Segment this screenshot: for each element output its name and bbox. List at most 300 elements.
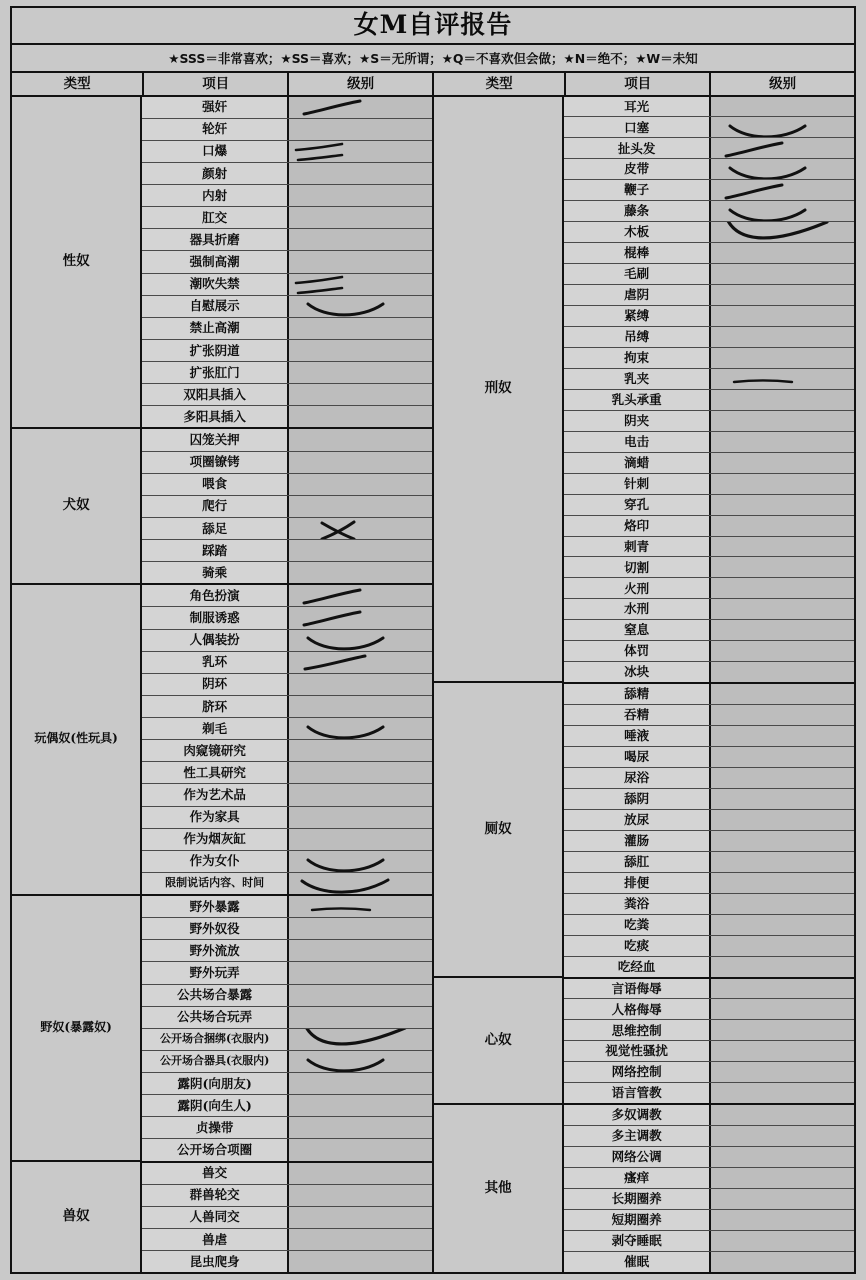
table-row	[142, 718, 432, 740]
level-cell[interactable]	[289, 429, 432, 450]
level-cell[interactable]	[289, 1251, 432, 1272]
legend-line: ★SSS＝非常喜欢；★SS＝喜欢；★S＝无所谓；★Q＝不喜欢但会做；★N＝绝不；★W＝未知	[12, 45, 854, 73]
level-cell[interactable]	[289, 1163, 432, 1184]
level-cell[interactable]	[711, 747, 854, 767]
item-label: 皮带	[564, 159, 711, 179]
level-cell[interactable]	[289, 829, 432, 850]
handwritten-mark	[723, 222, 833, 242]
table-row	[564, 1083, 854, 1105]
level-cell[interactable]	[711, 620, 854, 640]
level-cell[interactable]	[289, 940, 432, 961]
table-row	[142, 674, 432, 696]
level-cell[interactable]	[711, 1083, 854, 1103]
item-label: 肛交	[142, 207, 289, 228]
item-label: 轮奸	[142, 119, 289, 140]
level-cell[interactable]	[289, 119, 432, 140]
table-row	[564, 684, 854, 705]
item-label: 囚笼关押	[142, 429, 289, 450]
handwritten-mark	[720, 140, 790, 159]
table-row	[142, 429, 432, 451]
item-label: 语言管教	[564, 1083, 711, 1103]
item-label: 剥夺睡眠	[564, 1231, 711, 1251]
handwritten-mark	[301, 1029, 411, 1050]
level-cell[interactable]	[711, 285, 854, 305]
level-cell[interactable]	[289, 1051, 432, 1072]
table-row	[564, 747, 854, 768]
handwritten-mark	[303, 722, 389, 739]
category-label: 性奴	[12, 97, 140, 429]
item-label: 人偶装扮	[142, 630, 289, 651]
level-cell[interactable]	[711, 1252, 854, 1272]
table-row	[564, 369, 854, 390]
table-row	[142, 318, 432, 340]
item-label: 灌肠	[564, 831, 711, 851]
level-cell[interactable]	[711, 915, 854, 935]
level-cell[interactable]	[711, 1168, 854, 1188]
item-label: 短期圈养	[564, 1210, 711, 1230]
header-item: 项目	[142, 73, 289, 95]
table-row	[564, 620, 854, 641]
left-table	[12, 73, 434, 1273]
table-row	[142, 141, 432, 163]
level-cell[interactable]	[711, 432, 854, 452]
item-label: 爬行	[142, 496, 289, 517]
table-row	[564, 180, 854, 201]
left-type-column	[12, 97, 142, 1273]
level-cell[interactable]	[711, 138, 854, 158]
level-cell[interactable]	[711, 1105, 854, 1125]
level-cell[interactable]	[289, 607, 432, 628]
table-row	[564, 999, 854, 1020]
level-cell[interactable]	[711, 348, 854, 368]
item-label: 贞操带	[142, 1117, 289, 1138]
level-cell[interactable]	[289, 452, 432, 473]
table-row	[564, 831, 854, 852]
level-cell[interactable]	[711, 180, 854, 200]
table-row	[142, 1007, 432, 1029]
level-cell[interactable]	[711, 1189, 854, 1209]
level-cell[interactable]	[711, 894, 854, 914]
level-cell[interactable]	[289, 918, 432, 939]
category-label: 心奴	[434, 978, 562, 1105]
table-row	[564, 243, 854, 264]
level-cell[interactable]	[289, 652, 432, 673]
handwritten-mark	[725, 121, 811, 137]
item-label: 长期圈养	[564, 1189, 711, 1209]
item-label: 喝尿	[564, 747, 711, 767]
table-row	[142, 362, 432, 384]
level-cell[interactable]	[711, 705, 854, 725]
item-label: 野外暴露	[142, 896, 289, 917]
level-cell[interactable]	[711, 264, 854, 284]
table-row	[142, 562, 432, 585]
level-cell[interactable]	[711, 411, 854, 431]
handwritten-mark	[292, 141, 348, 162]
table-row	[564, 117, 854, 138]
table-row	[142, 829, 432, 851]
level-cell[interactable]	[289, 97, 432, 118]
table-row	[564, 97, 854, 118]
table-row	[564, 873, 854, 894]
item-label: 鞭子	[564, 180, 711, 200]
level-cell[interactable]	[289, 1095, 432, 1116]
level-cell[interactable]	[289, 340, 432, 361]
item-label: 尿浴	[564, 768, 711, 788]
table-row	[564, 915, 854, 936]
item-label: 野外奴役	[142, 918, 289, 939]
table-row	[564, 1210, 854, 1231]
category-label: 厕奴	[434, 683, 562, 977]
level-cell[interactable]	[711, 726, 854, 746]
table-row	[142, 652, 432, 674]
table-row	[564, 894, 854, 915]
handwritten-mark	[298, 875, 394, 894]
table-row	[564, 348, 854, 369]
table-row	[564, 936, 854, 957]
item-label: 吃粪	[564, 915, 711, 935]
table-row	[142, 1251, 432, 1272]
level-cell[interactable]	[289, 696, 432, 717]
level-cell[interactable]	[289, 185, 432, 206]
item-label: 虐阴	[564, 285, 711, 305]
level-cell[interactable]	[711, 453, 854, 473]
table-row	[142, 762, 432, 784]
table-row	[564, 599, 854, 620]
left-rows-column	[142, 97, 432, 1273]
table-row	[142, 896, 432, 918]
level-cell[interactable]	[711, 641, 854, 661]
level-cell[interactable]	[711, 306, 854, 326]
level-cell[interactable]	[289, 1139, 432, 1160]
table-row	[564, 138, 854, 159]
table-row	[142, 406, 432, 429]
table-row	[142, 229, 432, 251]
level-cell[interactable]	[289, 674, 432, 695]
level-cell[interactable]	[711, 684, 854, 704]
level-cell[interactable]	[711, 1020, 854, 1040]
table-row	[564, 516, 854, 537]
table-row	[142, 1073, 432, 1095]
table-row	[564, 979, 854, 1000]
item-label: 木板	[564, 222, 711, 242]
level-cell[interactable]	[289, 1185, 432, 1206]
table-row	[142, 740, 432, 762]
level-cell[interactable]	[289, 540, 432, 561]
level-cell[interactable]	[711, 1231, 854, 1251]
item-label: 阴环	[142, 674, 289, 695]
level-cell[interactable]	[711, 789, 854, 809]
category-label: 兽奴	[62, 1208, 90, 1225]
item-label: 骑乘	[142, 562, 289, 583]
item-label: 双阳具插入	[142, 384, 289, 405]
table-row	[142, 985, 432, 1007]
level-cell[interactable]	[711, 831, 854, 851]
level-cell[interactable]	[711, 327, 854, 347]
level-cell[interactable]	[711, 979, 854, 999]
item-label: 乳头承重	[564, 390, 711, 410]
item-label: 排便	[564, 873, 711, 893]
level-cell[interactable]	[711, 768, 854, 788]
table-row	[564, 264, 854, 285]
level-cell[interactable]	[289, 207, 432, 228]
level-cell[interactable]	[289, 1229, 432, 1250]
item-label: 吃经血	[564, 957, 711, 977]
item-label: 潮吹失禁	[142, 274, 289, 295]
level-cell[interactable]	[289, 962, 432, 983]
handwritten-mark	[298, 609, 368, 629]
level-cell[interactable]	[289, 1073, 432, 1094]
item-label: 唾液	[564, 726, 711, 746]
item-label: 言语侮辱	[564, 979, 711, 999]
level-cell[interactable]	[289, 762, 432, 783]
level-cell[interactable]	[289, 496, 432, 517]
handwritten-mark	[303, 855, 389, 872]
level-cell[interactable]	[711, 662, 854, 682]
item-label: 吃痰	[564, 936, 711, 956]
table-row	[142, 1229, 432, 1251]
handwritten-mark	[725, 205, 811, 221]
level-cell[interactable]	[289, 362, 432, 383]
item-label: 网络控制	[564, 1062, 711, 1082]
level-cell[interactable]	[289, 1029, 432, 1050]
report-sheet	[10, 6, 856, 1274]
table-row	[142, 540, 432, 562]
level-cell[interactable]	[711, 201, 854, 221]
table-row	[142, 119, 432, 141]
left-grid	[12, 97, 432, 1273]
table-row	[564, 306, 854, 327]
handwritten-mark	[292, 274, 348, 295]
level-cell[interactable]	[711, 957, 854, 977]
item-label: 公开场合器具(衣服内)	[142, 1051, 289, 1072]
table-row	[564, 495, 854, 516]
item-label: 兽交	[142, 1163, 289, 1184]
level-cell[interactable]	[711, 578, 854, 598]
item-label: 项圈镣铐	[142, 452, 289, 473]
item-label: 限制说话内容、时间	[142, 873, 289, 894]
item-label: 剃毛	[142, 718, 289, 739]
level-cell[interactable]	[289, 163, 432, 184]
right-header-row	[434, 73, 854, 97]
level-cell[interactable]	[711, 222, 854, 242]
level-cell[interactable]	[711, 243, 854, 263]
item-label: 公共场合暴露	[142, 985, 289, 1006]
item-label: 电击	[564, 432, 711, 452]
item-label: 火刑	[564, 578, 711, 598]
table-row	[142, 1207, 432, 1229]
level-cell[interactable]	[289, 1007, 432, 1028]
level-cell[interactable]	[289, 851, 432, 872]
table-row	[564, 1231, 854, 1252]
level-cell[interactable]	[289, 585, 432, 606]
level-cell[interactable]	[289, 474, 432, 495]
table-row	[564, 1126, 854, 1147]
table-row	[142, 251, 432, 273]
handwritten-mark	[298, 98, 368, 118]
item-label: 拘束	[564, 348, 711, 368]
level-cell[interactable]	[289, 1207, 432, 1228]
item-label: 口爆	[142, 141, 289, 162]
level-cell[interactable]	[289, 406, 432, 427]
table-row	[142, 97, 432, 119]
table-row	[142, 1051, 432, 1073]
item-label: 刺青	[564, 537, 711, 557]
handwritten-mark	[303, 633, 389, 650]
table-row	[142, 1185, 432, 1207]
item-label: 内射	[142, 185, 289, 206]
level-cell[interactable]	[289, 740, 432, 761]
item-label: 公开场合捆绑(衣服内)	[142, 1029, 289, 1050]
level-cell[interactable]	[289, 562, 432, 583]
item-label: 烙印	[564, 516, 711, 536]
item-label: 露阴(向朋友)	[142, 1073, 289, 1094]
right-grid	[434, 97, 854, 1273]
table-row	[142, 207, 432, 229]
table-row	[142, 962, 432, 984]
table-row	[564, 557, 854, 578]
table-row	[142, 1139, 432, 1162]
item-label: 强奸	[142, 97, 289, 118]
right-rows-column	[564, 97, 854, 1273]
level-cell[interactable]	[711, 852, 854, 872]
level-cell[interactable]	[289, 318, 432, 339]
item-label: 多阳具插入	[142, 406, 289, 427]
level-cell[interactable]	[289, 384, 432, 405]
item-label: 藤条	[564, 201, 711, 221]
level-cell[interactable]	[711, 1126, 854, 1146]
handwritten-mark	[306, 901, 376, 917]
table-row	[142, 163, 432, 185]
level-cell[interactable]	[711, 1041, 854, 1061]
table-row	[142, 1095, 432, 1117]
header-level: 级别	[769, 75, 797, 92]
item-label: 性工具研究	[142, 762, 289, 783]
level-cell[interactable]	[711, 936, 854, 956]
item-label: 窒息	[564, 620, 711, 640]
table-row	[142, 1029, 432, 1051]
item-label: 乳夹	[564, 369, 711, 389]
level-cell[interactable]	[711, 599, 854, 619]
item-label: 肉窥镜研究	[142, 740, 289, 761]
level-cell[interactable]	[711, 810, 854, 830]
level-cell[interactable]	[711, 1147, 854, 1167]
level-cell[interactable]	[289, 896, 432, 917]
item-label: 作为女仆	[142, 851, 289, 872]
item-label: 多主调教	[564, 1126, 711, 1146]
level-cell[interactable]	[289, 518, 432, 539]
table-row	[564, 432, 854, 453]
table-row	[142, 807, 432, 829]
level-cell[interactable]	[711, 474, 854, 494]
item-label: 舔阴	[564, 789, 711, 809]
item-label: 吞精	[564, 705, 711, 725]
item-label: 公开场合项圈	[142, 1139, 289, 1160]
handwritten-mark	[303, 1055, 389, 1072]
level-cell[interactable]	[289, 141, 432, 162]
item-label: 水刑	[564, 599, 711, 619]
level-cell[interactable]	[711, 97, 854, 117]
table-row	[564, 537, 854, 558]
table-row	[564, 726, 854, 747]
table-row	[564, 852, 854, 873]
level-cell[interactable]	[711, 159, 854, 179]
right-table	[434, 73, 854, 1273]
level-cell[interactable]	[711, 999, 854, 1019]
table-row	[142, 940, 432, 962]
table-row	[564, 453, 854, 474]
item-label: 兽虐	[142, 1229, 289, 1250]
right-type-column	[434, 97, 564, 1273]
table-row	[142, 340, 432, 362]
level-cell[interactable]	[711, 117, 854, 137]
level-cell[interactable]	[711, 537, 854, 557]
level-cell[interactable]	[711, 1210, 854, 1230]
category-label: 野奴(暴露奴)	[12, 896, 140, 1162]
item-label: 口塞	[564, 117, 711, 137]
table-row	[142, 274, 432, 296]
level-cell[interactable]	[711, 495, 854, 515]
handwritten-mark	[720, 182, 790, 201]
level-cell[interactable]	[289, 807, 432, 828]
table-row	[564, 789, 854, 810]
item-label: 人格侮辱	[564, 999, 711, 1019]
level-cell[interactable]	[289, 251, 432, 272]
level-cell[interactable]	[289, 985, 432, 1006]
level-cell[interactable]	[289, 229, 432, 250]
item-label: 人兽同交	[142, 1207, 289, 1228]
level-cell[interactable]	[711, 369, 854, 389]
level-cell[interactable]	[289, 274, 432, 295]
table-row	[142, 1163, 432, 1185]
table-row	[142, 185, 432, 207]
item-label: 制服诱惑	[142, 607, 289, 628]
handwritten-mark	[301, 652, 371, 672]
level-cell[interactable]	[289, 296, 432, 317]
table-row	[142, 496, 432, 518]
item-label: 舔肛	[564, 852, 711, 872]
item-label: 瘙痒	[564, 1168, 711, 1188]
level-cell[interactable]	[711, 516, 854, 536]
level-cell[interactable]	[711, 873, 854, 893]
table-row	[142, 296, 432, 318]
item-label: 催眠	[564, 1252, 711, 1272]
item-label: 昆虫爬身	[142, 1251, 289, 1272]
table-row	[142, 518, 432, 540]
level-cell[interactable]	[289, 718, 432, 739]
item-label: 作为家具	[142, 807, 289, 828]
item-label: 作为艺术品	[142, 784, 289, 805]
table-row	[142, 784, 432, 806]
level-cell[interactable]	[289, 1117, 432, 1138]
item-label: 乳环	[142, 652, 289, 673]
item-label: 粪浴	[564, 894, 711, 914]
table-row	[142, 384, 432, 406]
level-cell[interactable]	[711, 557, 854, 577]
item-label: 思维控制	[564, 1020, 711, 1040]
level-cell[interactable]	[711, 1062, 854, 1082]
item-label: 喂食	[142, 474, 289, 495]
level-cell[interactable]	[711, 390, 854, 410]
level-cell[interactable]	[289, 784, 432, 805]
item-label: 舔足	[142, 518, 289, 539]
item-label: 作为烟灰缸	[142, 829, 289, 850]
header-type: 类型	[485, 75, 513, 92]
item-label: 体罚	[564, 641, 711, 661]
level-cell[interactable]	[289, 873, 432, 894]
header-item: 项目	[564, 73, 711, 95]
table-row	[564, 641, 854, 662]
level-cell[interactable]	[289, 630, 432, 651]
